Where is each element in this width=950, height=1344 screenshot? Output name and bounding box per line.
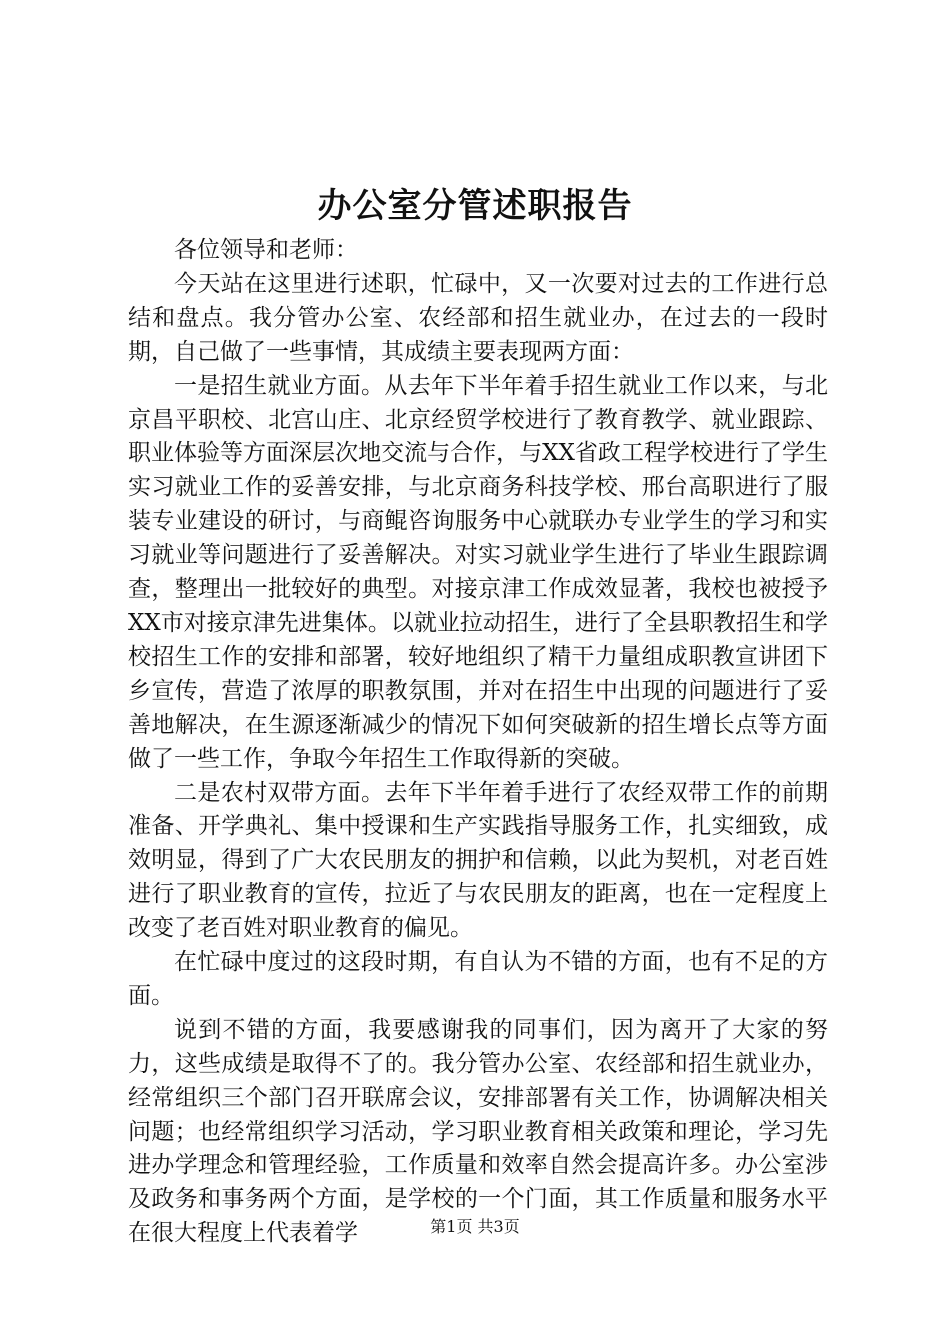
- paragraph-salutation: 各位领导和老师：: [174, 237, 358, 263]
- paragraph-rural: 二是农村双带方面。去年下半年着手进行了农经双带工作的前期准备、开学典礼、集中授课和生产实践指导服务工作，扎实细致，成效明显，得到了广大农民朋友的拥护和信赖，以此为契机，对老百姓进行了职业教育的宣传，拉近了与农民朋友的距离，也在一定程度上改变了老百姓对职业教育的偏见。: [128, 779, 828, 942]
- paragraph-summary: 在忙碌中度过的这段时期，有自认为不错的方面，也有不足的方面。: [128, 949, 828, 1009]
- paragraph-enrollment: 一是招生就业方面。从去年下半年着手招生就业工作以来，与北京昌平职校、北宫山庄、北京经贸学校进行了教育教学、就业跟踪、职业体验等方面深层次地交流与合作，与XX省政工程学校进行了学生实习就业工作的妥善安排，与北京商务科技学校、邢台高职进行了服装专业建设的研讨，与商鲲咨询服务中心就联办专业学生的学习和实习就业等问题进行了妥善解决。对实习就业学生进行了毕业生跟踪调查，整理出一批较好的典型。对接京津工作成效显著，我校也被授予XX市对接京津先进集体。以就业拉动招生，进行了全县职教招生和学校招生工作的安排和部署，较好地组织了精干力量组成职教宣讲团下乡宣传，营造了浓厚的职教氛围，并对在招生中出现的问题进行了妥善地解决，在生源逐渐减少的情况下如何突破新的招生增长点等方面做了一些工作，争取今年招生工作取得新的突破。: [128, 372, 828, 772]
- paragraph-strengths: 说到不错的方面，我要感谢我的同事们，因为离开了大家的努力，这些成绩是取得不了的。我分管办公室、农经部和招生就业办，经常组织三个部门召开联席会议，安排部署有关工作，协调解决相关问题；也经常组织学习活动，学习职业教育相关政策和理论，学习先进办学理念和管理经验，工作质量和效率自然会提高许多。办公室涉及政务和事务两个方面，是学校的一个门面，其工作质量和服务水平在很大程度上代表着学: [128, 1016, 828, 1247]
- document-title: 办公室分管述职报告: [317, 186, 633, 226]
- page-footer: 第1页 共3页: [430, 1217, 520, 1236]
- document-body: [128, 234, 828, 1251]
- paragraph-intro: 今天站在这里进行述职，忙碌中，又一次要对过去的工作进行总结和盘点。我分管办公室、农经部和招生就业办，在过去的一段时期，自己做了一些事情，其成绩主要表现两方面：: [128, 270, 828, 365]
